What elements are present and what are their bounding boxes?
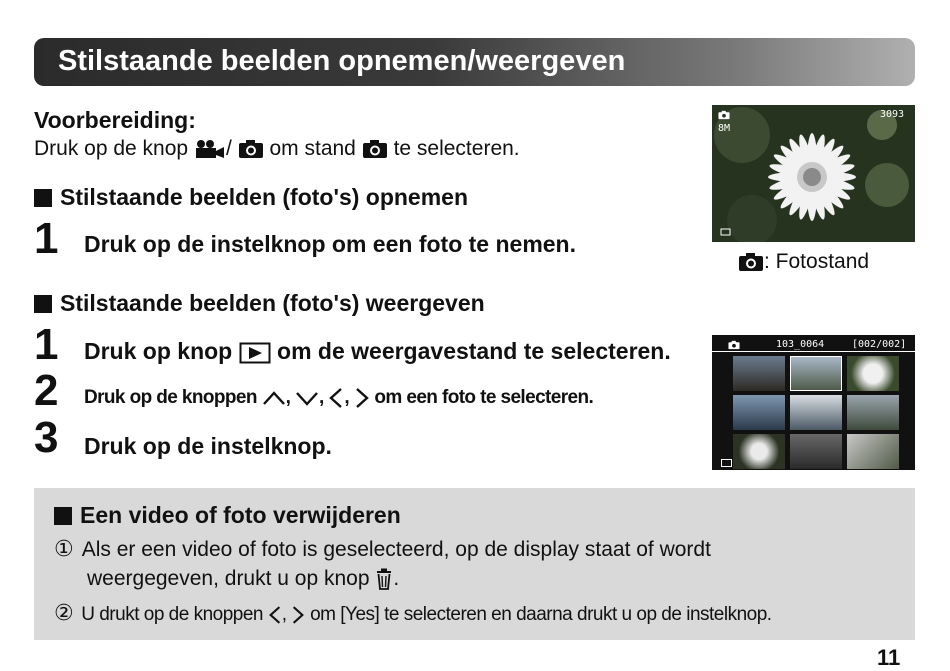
- item1-line1: Als er een video of foto is geselecteerd, op de display staat of wordt: [81, 538, 711, 561]
- play-icon: [239, 342, 271, 364]
- right-arrow-icon: [354, 387, 370, 409]
- prep-text-middle: om stand: [269, 137, 356, 160]
- trash-icon: [375, 568, 393, 590]
- square-bullet-icon: [34, 189, 52, 207]
- step-number: 1: [34, 320, 59, 369]
- thumbnail[interactable]: [733, 434, 785, 469]
- thumbnail[interactable]: [790, 434, 842, 469]
- item-marker: ①: [54, 536, 74, 561]
- thumbnail[interactable]: [790, 395, 842, 430]
- sep: ,: [285, 387, 291, 409]
- image-index: [002/002]: [852, 339, 907, 350]
- title-bar: [34, 38, 915, 86]
- page-title: Stilstaande beelden opnemen/weergeven: [58, 45, 626, 77]
- item-marker: ②: [54, 600, 74, 625]
- item2-after: om [Yes] te selecteren en daarna drukt u op de instelknop.: [310, 604, 772, 625]
- prep-separator: /: [225, 137, 232, 160]
- camera-icon: [362, 139, 388, 159]
- delete-item-1: [54, 536, 711, 562]
- delete-item-1-cont: [87, 567, 399, 591]
- play-step1-before: Druk op knop: [84, 338, 233, 364]
- thumbnail[interactable]: [847, 434, 899, 469]
- delete-box: [34, 488, 915, 640]
- play-step2-before: Druk op de knoppen: [84, 387, 257, 409]
- down-arrow-icon: [295, 388, 319, 408]
- item1-end: .: [393, 567, 400, 590]
- thumbnail[interactable]: [790, 356, 842, 391]
- battery-icon: [721, 459, 732, 467]
- sep: ,: [344, 387, 349, 409]
- step-number: 2: [34, 366, 59, 415]
- camera-icon: [238, 139, 264, 159]
- thumbnail[interactable]: [733, 395, 785, 430]
- delete-heading-text: Een video of foto verwijderen: [80, 502, 401, 528]
- record-heading: [34, 184, 468, 211]
- record-heading-text: Stilstaande beelden (foto's) opnemen: [60, 184, 469, 210]
- play-step3: Druk op de instelknop.: [84, 433, 332, 459]
- item1-line2: weergegeven, drukt u op knop: [87, 567, 370, 590]
- play-step2-after: om een foto te selecteren.: [374, 387, 594, 409]
- sep: ,: [281, 604, 287, 625]
- prep-text-before: Druk op de knop: [34, 137, 189, 160]
- video-camera-icon: [194, 139, 226, 159]
- flower-image: [712, 105, 915, 242]
- delete-heading: [54, 502, 401, 529]
- left-arrow-icon: [268, 605, 282, 625]
- thumbnail[interactable]: [847, 395, 899, 430]
- play-step1-after: om de weergavestand te selecteren.: [277, 338, 671, 364]
- camera-icon: [738, 252, 764, 272]
- play-step1: [84, 338, 671, 365]
- step-number: 1: [34, 214, 59, 263]
- item2-before: U drukt op de knoppen: [81, 604, 263, 625]
- page-number: 11: [877, 645, 901, 670]
- image-size: 8M: [718, 123, 731, 134]
- delete-item-2: [54, 600, 772, 626]
- prep-heading: Voorbereiding:: [34, 107, 196, 133]
- step-number: 3: [34, 413, 59, 462]
- left-arrow-icon: [328, 387, 344, 409]
- right-arrow-icon: [291, 605, 305, 625]
- record-step1: Druk op de instelknop om een foto te nemen.: [84, 231, 576, 257]
- play-heading: [34, 290, 485, 317]
- prep-text: [34, 137, 520, 161]
- thumbnail[interactable]: [847, 356, 899, 391]
- play-step2: [84, 387, 593, 409]
- up-arrow-icon: [262, 388, 286, 408]
- shots-remaining: 3093: [880, 109, 905, 120]
- square-bullet-icon: [54, 507, 72, 525]
- camera-icon: [718, 110, 730, 120]
- prep-text-after: te selecteren.: [393, 137, 520, 160]
- folder-file-number: 103_0064: [776, 339, 825, 350]
- play-heading-text: Stilstaande beelden (foto's) weergeven: [60, 290, 485, 316]
- photo-mode-caption: [738, 250, 869, 274]
- square-bullet-icon: [34, 295, 52, 313]
- caption-text: : Fotostand: [764, 250, 870, 273]
- camera-icon: [728, 340, 740, 350]
- photo-mode-preview: [712, 105, 915, 242]
- thumbnail[interactable]: [733, 356, 785, 391]
- sep: ,: [318, 387, 324, 409]
- playback-preview: [712, 335, 915, 470]
